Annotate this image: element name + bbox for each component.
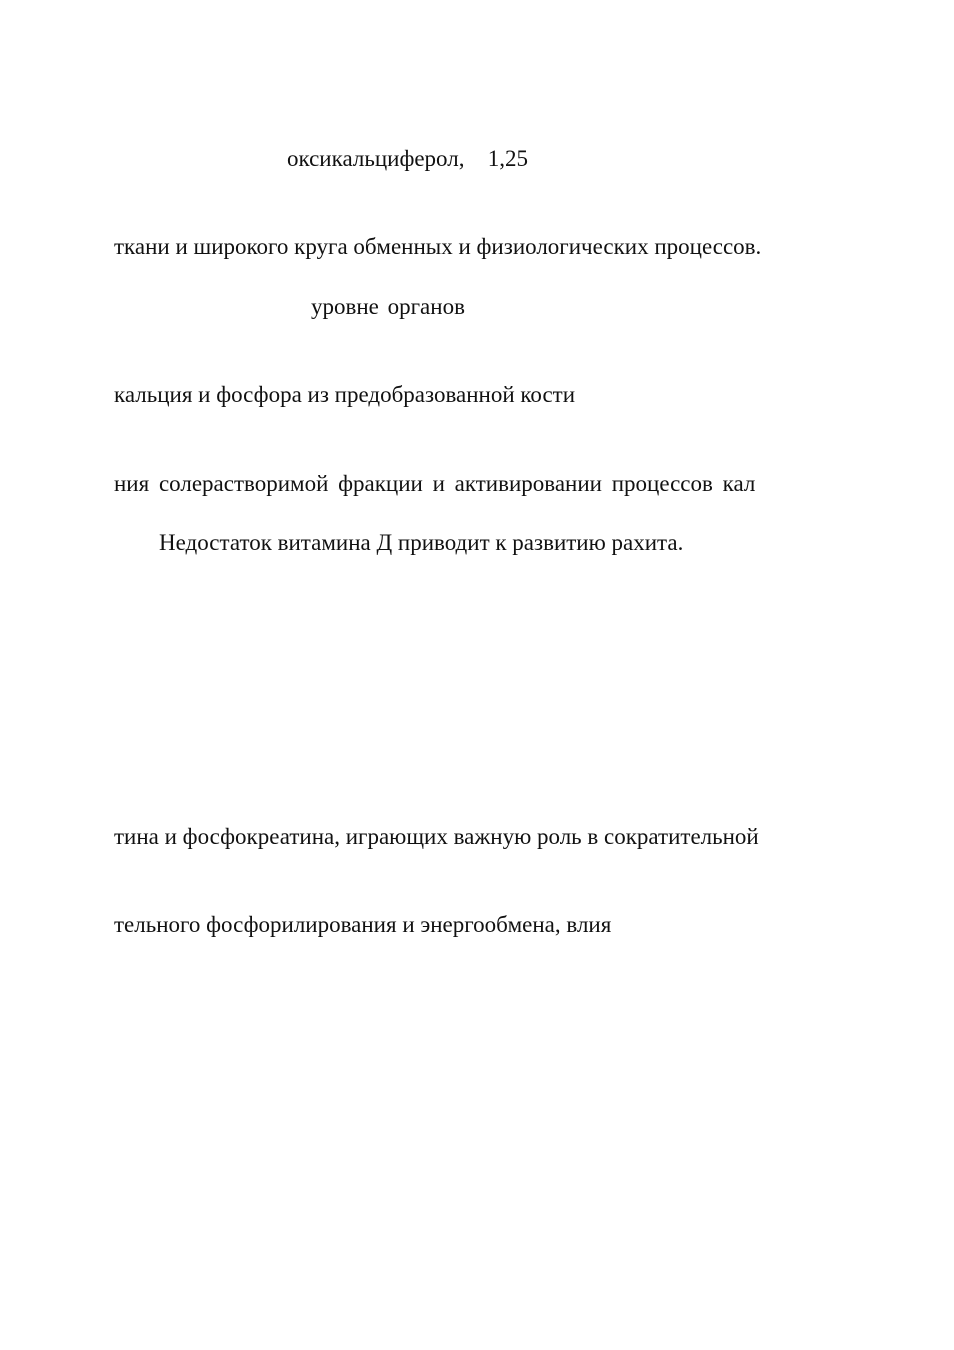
text-line: уровне органов bbox=[311, 294, 465, 319]
text-line: оксикальциферол, 1,25 bbox=[287, 146, 528, 171]
text-line: кальция и фосфора из предобразованной кости bbox=[114, 382, 576, 407]
text-line: ткани и широкого круга обменных и физиологических процессов. bbox=[114, 234, 762, 259]
text-line: тельного фосфорилирования и энергообмена, влия bbox=[114, 912, 612, 937]
text-line: тина и фосфокреатина, играющих важную роль в сократительной bbox=[114, 824, 759, 849]
text-line: ния солерастворимой фракции и активировании процессов кал bbox=[114, 471, 756, 496]
text-line: Недостаток витамина Д приводит к развитию рахита. bbox=[159, 530, 684, 555]
